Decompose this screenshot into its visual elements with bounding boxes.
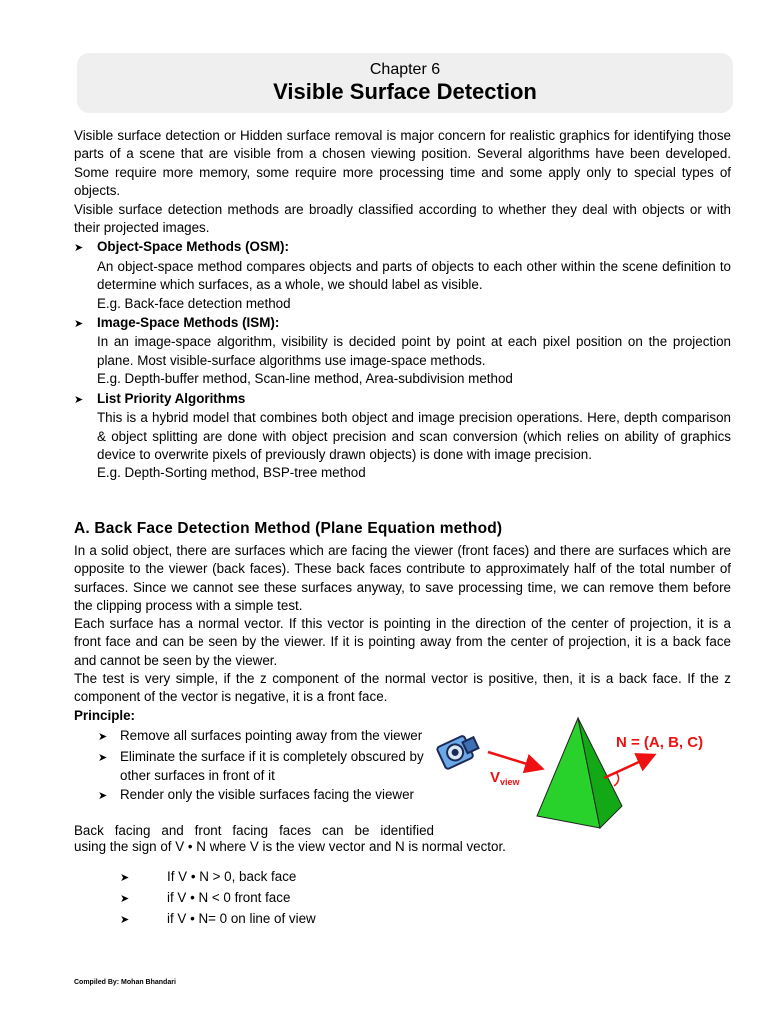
condition-text: if V • N < 0 front face (167, 890, 291, 905)
method-osm-example: E.g. Back-face detection method (97, 295, 291, 311)
arrow-bullet-icon: ➤ (74, 242, 84, 255)
intro-paragraph-2: Visible surface detection methods are broadly classified according to whether they deal with objects or with their projected images. (74, 201, 731, 236)
chapter-number: Chapter 6 (369, 61, 441, 78)
footer-credit: Compiled By: Mohan Bhandari (74, 979, 176, 986)
section-a-heading: A. Back Face Detection Method (Plane Equation method) (74, 520, 503, 537)
principle-text: Eliminate the surface if it is completely obscured by other surfaces in front of it (120, 749, 424, 783)
principle-text: Remove all surfaces pointing away from the viewer (120, 728, 423, 743)
list-item (120, 909, 316, 930)
arrow-bullet-icon: ➤ (120, 872, 130, 884)
pyramid-shape (537, 718, 622, 828)
method-list-priority-heading (74, 390, 731, 409)
intro-paragraph-1: Visible surface detection or Hidden surface removal is major concern for realistic graphics for identifying those parts of a scene that are visible from a chosen viewing position. Several algorithms have been developed. Some require more memory, some require more processing time and some apply only to special types of objects. (74, 128, 731, 199)
view-vector-subscript: view (500, 777, 520, 787)
arrow-bullet-icon: ➤ (98, 752, 108, 764)
method-ism-heading (74, 314, 731, 333)
method-ism-example: E.g. Depth-buffer method, Scan-line method, Area-subdivision method (97, 371, 513, 387)
arrow-bullet-icon: ➤ (98, 731, 108, 743)
principle-list (98, 726, 438, 806)
normal-vector-arrow (604, 756, 652, 778)
list-item (98, 747, 438, 785)
method-label: Image-Space Methods (ISM): (97, 315, 280, 331)
back-face-diagram (430, 710, 730, 830)
principle-label: Principle: (74, 707, 136, 723)
section-a-paragraph-1: In a solid object, there are surfaces which are facing the viewer (front faces) and there are surfaces which are opposite to the viewer (back faces). These back faces contribute to approximately half of the total number of surfaces. Since we cannot see these surfaces anyway, to save processing time, we can remove them before the clipping process with a simple test. (74, 543, 731, 613)
arrow-bullet-icon: ➤ (98, 790, 108, 802)
condition-text: If V • N > 0, back face (167, 869, 297, 884)
view-vector-letter: V (490, 769, 501, 786)
method-label: Object-Space Methods (OSM): (97, 239, 289, 255)
chapter-header (77, 53, 733, 113)
intro-section (74, 127, 731, 483)
view-vector-arrow (488, 752, 540, 768)
backfacing-line: Back facing and front facing faces can be identified (74, 823, 434, 838)
method-ism-text: In an image-space algorithm, visibility is decided point by point at each pixel position on the projection plane. Most visible-surface algorithms use image-space methods. (97, 334, 731, 368)
list-item (120, 867, 316, 888)
arrow-bullet-icon: ➤ (74, 318, 84, 331)
camera-icon (436, 732, 481, 770)
condition-list (120, 867, 316, 930)
method-list-priority-example: E.g. Depth-Sorting method, BSP-tree method (97, 465, 366, 481)
method-osm-heading (74, 238, 731, 257)
using-sign-line: using the sign of V • N where V is the view vector and N is normal vector. (74, 839, 506, 854)
principle-text: Render only the visible surfaces facing the viewer (120, 787, 414, 802)
section-a-body (74, 542, 731, 725)
list-item (98, 726, 438, 747)
list-item (120, 888, 316, 909)
view-vector-label (490, 769, 521, 787)
section-a-paragraph-2: Each surface has a normal vector. If this vector is pointing in the direction of the center of projection, it is a front face and can be seen by the viewer. If it is pointing away from the center of projection, it is a back face and cannot be seen by the viewer. (74, 616, 731, 668)
list-item (98, 785, 438, 806)
chapter-title: Visible Surface Detection (273, 79, 537, 104)
section-a-paragraph-3: The test is very simple, if the z component of the normal vector is positive, then, it is a back face. If the z component of the vector is negative, it is a front face. (74, 671, 731, 705)
condition-text: if V • N= 0 on line of view (167, 911, 316, 926)
method-list-priority-text: This is a hybrid model that combines both object and image precision operations. Here, depth comparison & object splitting are done with object precision and scan conversion (which relies on ability of graphics device to overwrite pixels of previously drawn objects) is done with image precision. (97, 410, 731, 462)
arrow-bullet-icon: ➤ (120, 914, 130, 926)
method-osm-text: An object-space method compares objects and parts of objects to each other within the scene definition to determine which surfaces, as a whole, we should label as visible. (97, 258, 731, 293)
arrow-bullet-icon: ➤ (120, 893, 130, 905)
normal-vector-label: N = (A, B, C) (616, 734, 704, 751)
arrow-bullet-icon: ➤ (74, 393, 84, 406)
method-label: List Priority Algorithms (97, 390, 246, 406)
